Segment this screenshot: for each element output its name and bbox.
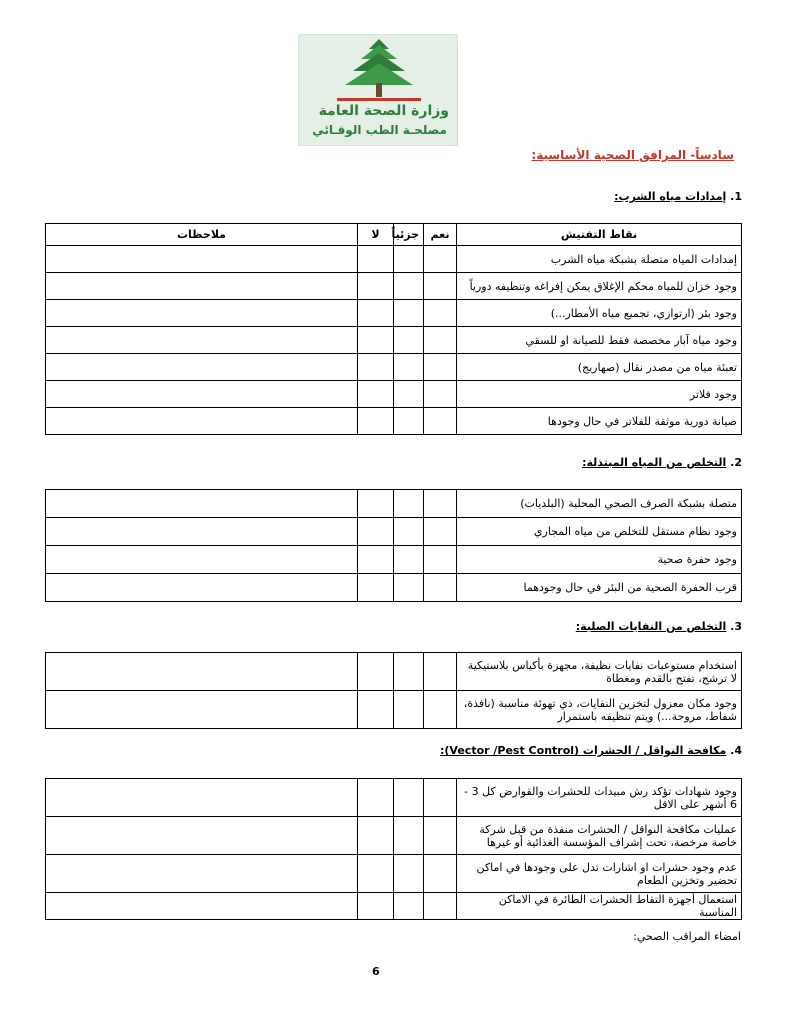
section-title: سادساً- المرافق الصحية الأساسية: [531, 148, 734, 162]
table-row [46, 381, 742, 408]
inspection-item: قرب الحفرة الصحية من البئر في حال وجودهما [457, 574, 742, 602]
inspection-item: وجود فلاتر [457, 381, 742, 408]
table-row [46, 855, 742, 893]
notes-cell[interactable] [46, 779, 358, 817]
partial-cell[interactable] [394, 691, 424, 729]
yes-cell[interactable] [424, 381, 457, 408]
notes-cell[interactable] [46, 273, 358, 300]
logo-ministry-text: وزارة الصحة العامة [318, 103, 449, 119]
table-row [46, 691, 742, 729]
header-partial: جزئياً [394, 224, 424, 246]
no-cell[interactable] [358, 546, 394, 574]
no-cell[interactable] [358, 490, 394, 518]
yes-cell[interactable] [424, 518, 457, 546]
partial-cell[interactable] [394, 574, 424, 602]
no-cell[interactable] [358, 381, 394, 408]
subsection-title: التخلص من المياه المبتذلة: [582, 456, 727, 469]
subsection-number: 4. [730, 744, 742, 757]
inspection-table-2 [45, 489, 742, 602]
header-no: لا [358, 224, 394, 246]
partial-cell[interactable] [394, 779, 424, 817]
notes-cell[interactable] [46, 855, 358, 893]
header-yes: نعم [424, 224, 457, 246]
table-row [46, 518, 742, 546]
yes-cell[interactable] [424, 779, 457, 817]
yes-cell[interactable] [424, 246, 457, 273]
subsection-title: مكافحة النواقل / الحشرات (Vector /Pest Control): [439, 744, 727, 757]
notes-cell[interactable] [46, 817, 358, 855]
yes-cell[interactable] [424, 300, 457, 327]
inspection-item: وجود حفرة صحية [457, 546, 742, 574]
notes-cell[interactable] [46, 381, 358, 408]
table-row [46, 273, 742, 300]
partial-cell[interactable] [394, 490, 424, 518]
notes-cell[interactable] [46, 408, 358, 435]
logo-department-text: مصلحـة الطب الوقـائي [312, 123, 447, 137]
table-header-row [46, 224, 742, 246]
notes-cell[interactable] [46, 518, 358, 546]
table-row [46, 300, 742, 327]
partial-cell[interactable] [394, 855, 424, 893]
partial-cell[interactable] [394, 546, 424, 574]
yes-cell[interactable] [424, 354, 457, 381]
subsection-number: 3. [730, 620, 742, 633]
yes-cell[interactable] [424, 490, 457, 518]
table-row [46, 546, 742, 574]
no-cell[interactable] [358, 653, 394, 691]
inspection-item: استخدام مستوعبات نفايات نظيفة، مجهزة بأكياس بلاستيكية لا ترشح، تفتح بالقدم ومغطاة [457, 653, 742, 691]
notes-cell[interactable] [46, 691, 358, 729]
notes-cell[interactable] [46, 246, 358, 273]
inspection-item: صيانة دورية موثقة للفلاتر في حال وجودها [457, 408, 742, 435]
no-cell[interactable] [358, 300, 394, 327]
inspection-item: عمليات مكافحة النواقل / الحشرات منفذة من قبل شركة خاصة مرخصة، تحت إشراف المؤسسة الغذائية أو غيرها [457, 817, 742, 855]
partial-cell[interactable] [394, 408, 424, 435]
notes-cell[interactable] [46, 546, 358, 574]
table-row [46, 574, 742, 602]
no-cell[interactable] [358, 779, 394, 817]
inspection-item: إمدادات المياه متصلة بشبكة مياه الشرب [457, 246, 742, 273]
inspection-item: استعمال أجهزة التقاط الحشرات الطائرة في الاماكن المناسبة [457, 893, 742, 920]
notes-cell[interactable] [46, 300, 358, 327]
yes-cell[interactable] [424, 893, 457, 920]
inspection-item: وجود خزان للمياه محكم الإغلاق يمكن إفراغه وتنظيفه دورياً [457, 273, 742, 300]
inspection-item: وجود نظام مستقل للتخلص من مياه المجاري [457, 518, 742, 546]
table-row [46, 779, 742, 817]
inspection-item: عدم وجود حشرات او اشارات تدل على وجودها في اماكن تحضير وتخزين الطعام [457, 855, 742, 893]
table-row [46, 817, 742, 855]
inspection-item: تعبئة مياه من مصدر نقال (صهاريج) [457, 354, 742, 381]
partial-cell[interactable] [394, 653, 424, 691]
yes-cell[interactable] [424, 855, 457, 893]
no-cell[interactable] [358, 273, 394, 300]
notes-cell[interactable] [46, 893, 358, 920]
no-cell[interactable] [358, 893, 394, 920]
inspection-item: وجود مياه آبار مخصصة فقط للصيانة او للسقي [457, 327, 742, 354]
header-item: نقاط التفتيش [457, 224, 742, 246]
no-cell[interactable] [358, 855, 394, 893]
table-row [46, 490, 742, 518]
notes-cell[interactable] [46, 574, 358, 602]
yes-cell[interactable] [424, 817, 457, 855]
no-cell[interactable] [358, 817, 394, 855]
yes-cell[interactable] [424, 653, 457, 691]
table-row [46, 246, 742, 273]
inspection-item: وجود مكان معزول لتخزين النفايات، ذي تهوئة مناسبة (نافذة، شفاط، مروحة...) ويتم تنظيفه باستمرار [457, 691, 742, 729]
yes-cell[interactable] [424, 546, 457, 574]
no-cell[interactable] [358, 408, 394, 435]
partial-cell[interactable] [394, 354, 424, 381]
page-number: 6 [372, 965, 380, 978]
yes-cell[interactable] [424, 273, 457, 300]
header-notes: ملاحظات [46, 224, 358, 246]
cedar-tree-icon [299, 35, 459, 105]
table-row [46, 327, 742, 354]
partial-cell[interactable] [394, 327, 424, 354]
table-row [46, 893, 742, 920]
inspection-table-1 [45, 223, 742, 435]
partial-cell[interactable] [394, 246, 424, 273]
yes-cell[interactable] [424, 691, 457, 729]
notes-cell[interactable] [46, 327, 358, 354]
no-cell[interactable] [358, 518, 394, 546]
yes-cell[interactable] [424, 327, 457, 354]
no-cell[interactable] [358, 691, 394, 729]
partial-cell[interactable] [394, 893, 424, 920]
subsection-heading-4 [440, 744, 742, 757]
inspection-table-3 [45, 652, 742, 729]
inspection-item: متصلة بشبكة الصرف الصحي المحلية (البلديات) [457, 490, 742, 518]
subsection-heading-2 [582, 456, 742, 469]
yes-cell[interactable] [424, 408, 457, 435]
partial-cell[interactable] [394, 300, 424, 327]
signature-label: امضاء المراقب الصحي: [633, 930, 741, 943]
subsection-heading-1 [614, 190, 742, 203]
subsection-heading-3 [576, 620, 742, 633]
no-cell[interactable] [358, 354, 394, 381]
table-row [46, 408, 742, 435]
inspection-item: وجود بئر (ارتوازي، تجميع مياه الأمطار...) [457, 300, 742, 327]
subsection-title: التخلص من النفايات الصلبة: [575, 620, 727, 633]
partial-cell[interactable] [394, 273, 424, 300]
notes-cell[interactable] [46, 653, 358, 691]
partial-cell[interactable] [394, 381, 424, 408]
no-cell[interactable] [358, 574, 394, 602]
notes-cell[interactable] [46, 354, 358, 381]
table-row [46, 354, 742, 381]
inspection-table-4 [45, 778, 742, 920]
no-cell[interactable] [358, 246, 394, 273]
ministry-logo [298, 34, 458, 146]
yes-cell[interactable] [424, 574, 457, 602]
subsection-number: 2. [730, 456, 742, 469]
notes-cell[interactable] [46, 490, 358, 518]
partial-cell[interactable] [394, 817, 424, 855]
no-cell[interactable] [358, 327, 394, 354]
partial-cell[interactable] [394, 518, 424, 546]
subsection-title: إمدادات مياه الشرب: [614, 190, 727, 203]
table-row [46, 653, 742, 691]
inspection-item: وجود شهادات تؤكد رش مبيدات للحشرات والقوارض كل 3 - 6 أشهر على الاقل [457, 779, 742, 817]
subsection-number: 1. [730, 190, 742, 203]
